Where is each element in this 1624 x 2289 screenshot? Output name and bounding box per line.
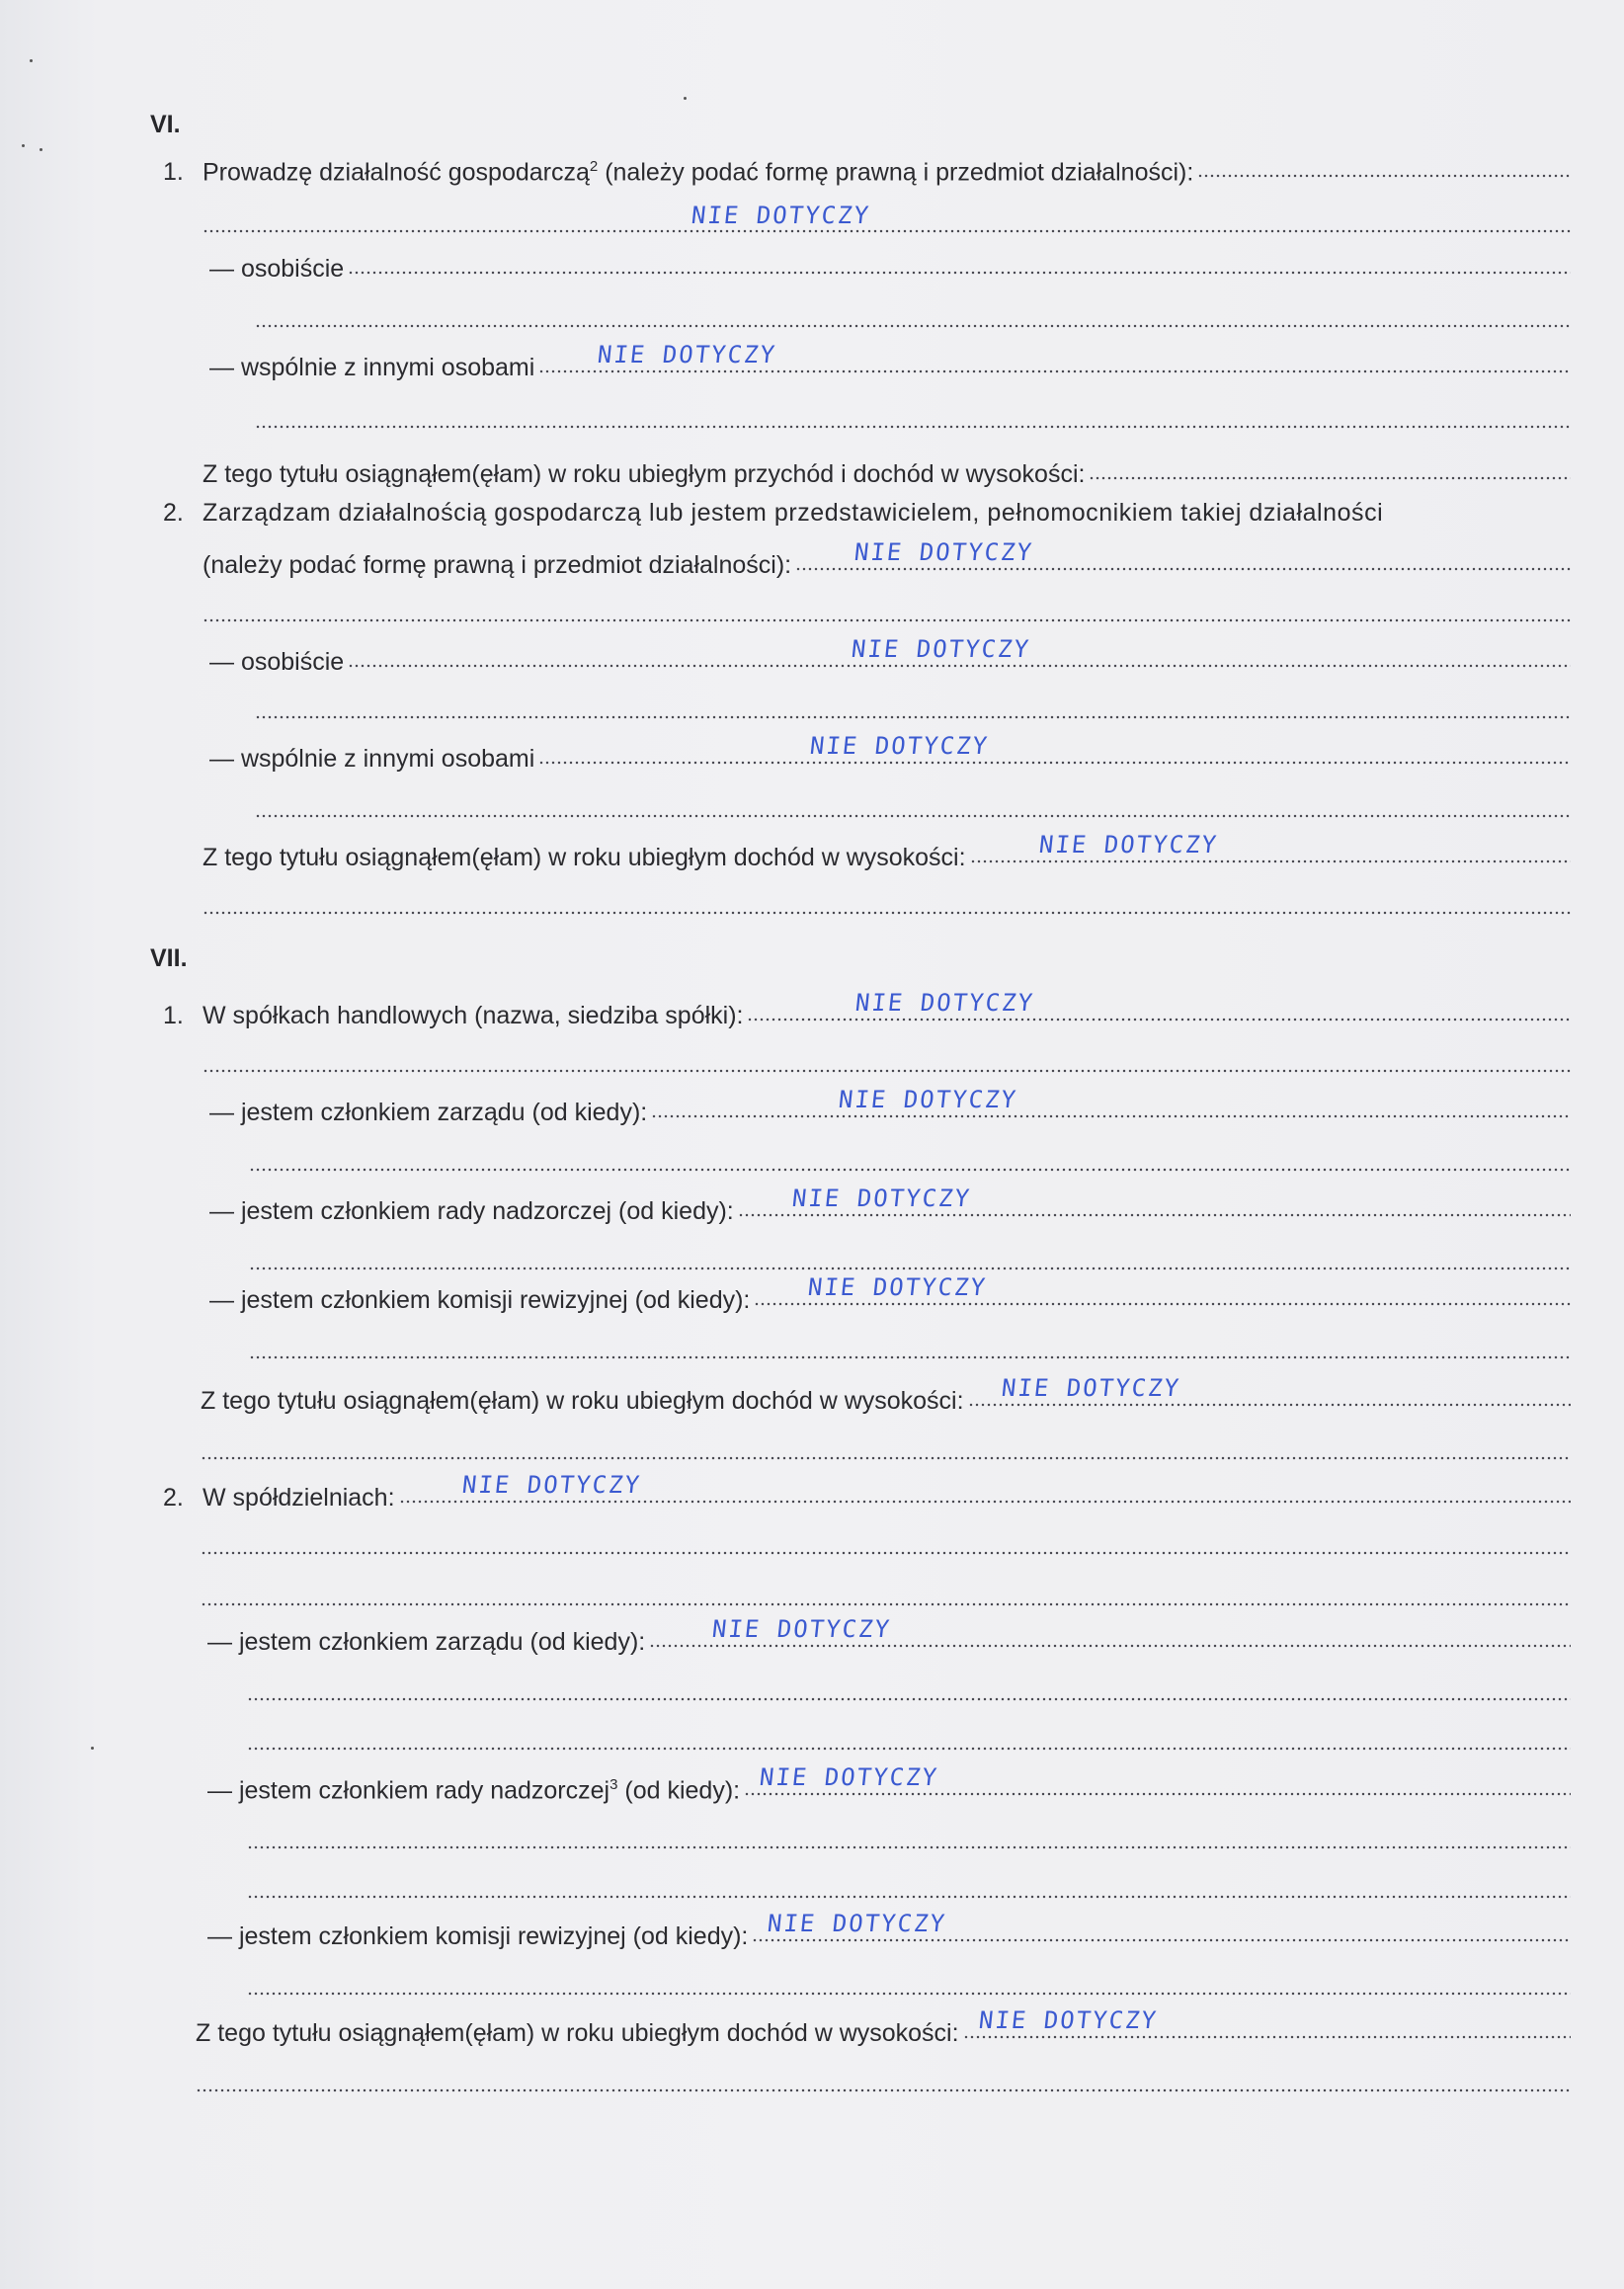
handwritten-answer: NIE DOTYCZY bbox=[806, 1273, 989, 1301]
vi-item1-wspolnie-fill-2[interactable] bbox=[255, 401, 1571, 431]
vi-item2-number: 2. bbox=[163, 499, 184, 527]
vii-item1-rada-fill[interactable] bbox=[738, 1185, 1571, 1219]
vii-item2-komisja-fill-2[interactable] bbox=[247, 1968, 1571, 1998]
vii-item1-fill[interactable] bbox=[747, 989, 1571, 1023]
vi-item2-label-line2: (należy podać formę prawną i przedmiot działalności): bbox=[203, 551, 792, 579]
vi-item2-ztego-label: Z tego tytułu osiągnąłem(ęłam) w roku ubiegłym dochód w wysokości: bbox=[203, 844, 966, 871]
scan-speck bbox=[40, 148, 42, 151]
vii-item1-komisja-fill[interactable] bbox=[754, 1273, 1571, 1308]
vi-item2-wspolnie-fill[interactable] bbox=[538, 732, 1571, 767]
vii-item1-rada-label: — jestem członkiem rady nadzorczej (od kiedy): bbox=[209, 1197, 734, 1225]
vi-item1-line bbox=[163, 150, 1571, 187]
vi-item2-fill-2[interactable] bbox=[203, 595, 1571, 624]
vii-item1-ztego-fill-2[interactable] bbox=[201, 1432, 1571, 1462]
vi-item2-line1 bbox=[163, 498, 1571, 528]
vi-item2-wspolnie-label: — wspólnie z innymi osobami bbox=[209, 745, 535, 773]
vii-item2-rada-fill[interactable] bbox=[744, 1763, 1571, 1798]
vi-item1-fill-line-2[interactable] bbox=[203, 202, 1571, 235]
vii-item2-ztego-fill[interactable] bbox=[963, 2006, 1571, 2041]
vii-item1-label: W spółkach handlowych (nazwa, siedziba spółki): bbox=[203, 1002, 744, 1029]
handwritten-answer: NIE DOTYCZY bbox=[758, 1763, 940, 1791]
vi-item1-osobiscie-fill-2[interactable] bbox=[255, 300, 1571, 330]
handwritten-answer: NIE DOTYCZY bbox=[790, 1185, 973, 1212]
vii-item2-komisja-fill[interactable] bbox=[752, 1910, 1571, 1944]
vii-item1-rada-line bbox=[209, 1185, 1571, 1226]
vii-item1-fill-2[interactable] bbox=[203, 1045, 1571, 1075]
handwritten-answer: NIE DOTYCZY bbox=[837, 1086, 1019, 1113]
handwritten-answer: NIE DOTYCZY bbox=[977, 2006, 1159, 2034]
vi-item1-wspolnie-line bbox=[209, 341, 1571, 382]
section-heading-vi: VI. bbox=[150, 111, 181, 138]
vi-item2-label-line1: Zarządzam działalnością gospodarczą lub jestem przedstawicielem, pełnomocnikiem takiej działalności bbox=[203, 499, 1384, 527]
handwritten-answer: NIE DOTYCZY bbox=[596, 341, 778, 368]
vii-item1-line bbox=[163, 989, 1571, 1030]
vi-item1-osobiscie-fill[interactable] bbox=[348, 247, 1571, 277]
vii-item1-zarzad-label: — jestem członkiem zarządu (od kiedy): bbox=[209, 1099, 648, 1126]
section-heading-vii: VII. bbox=[150, 944, 188, 972]
vi-item2-wspolnie-line bbox=[209, 732, 1571, 774]
vii-item2-fill-3[interactable] bbox=[201, 1579, 1571, 1608]
vi-item1-ztego-line bbox=[203, 452, 1571, 489]
vi-item1-fill-line[interactable] bbox=[1197, 150, 1571, 180]
handwritten-answer: NIE DOTYCZY bbox=[710, 1615, 893, 1643]
vii-item2-komisja-label: — jestem członkiem komisji rewizyjnej (od kiedy): bbox=[207, 1922, 749, 1950]
handwritten-answer: NIE DOTYCZY bbox=[808, 732, 991, 760]
vii-item2-zarzad-fill-3[interactable] bbox=[247, 1723, 1571, 1753]
vi-item1-label-text-cont: (należy podać formę prawną i przedmiot działalności): bbox=[598, 158, 1194, 186]
vi-item2-fill[interactable] bbox=[795, 538, 1571, 573]
vii-item2-line bbox=[163, 1471, 1571, 1512]
vii-item2-ztego-label: Z tego tytułu osiągnąłem(ęłam) w roku ubiegłym dochód w wysokości: bbox=[196, 2019, 959, 2047]
handwritten-answer: NIE DOTYCZY bbox=[854, 989, 1036, 1017]
vi-item2-osobiscie-label: — osobiście bbox=[209, 648, 345, 676]
vii-item2-rada-fill-2[interactable] bbox=[247, 1822, 1571, 1851]
vi-item1-label bbox=[203, 152, 1193, 187]
vii-item1-ztego-label: Z tego tytułu osiągnąłem(ęłam) w roku ubiegłym dochód w wysokości: bbox=[201, 1387, 964, 1415]
vii-item2-zarzad-fill[interactable] bbox=[649, 1615, 1571, 1650]
handwritten-answer: NIE DOTYCZY bbox=[460, 1471, 642, 1499]
footnote-ref: 3 bbox=[609, 1775, 618, 1793]
vii-item1-ztego-line bbox=[201, 1374, 1571, 1416]
scan-speck bbox=[22, 144, 25, 147]
vii-item2-fill[interactable] bbox=[399, 1471, 1571, 1506]
vii-item1-komisja-label: — jestem członkiem komisji rewizyjnej (od kiedy): bbox=[209, 1286, 751, 1314]
handwritten-answer: NIE DOTYCZY bbox=[690, 202, 872, 229]
vii-item1-zarzad-line bbox=[209, 1086, 1571, 1127]
vii-item2-rada-label-text-cont: (od kiedy): bbox=[617, 1776, 741, 1804]
vi-item1-number: 1. bbox=[163, 158, 184, 186]
vi-item1-wspolnie-fill[interactable] bbox=[538, 341, 1571, 375]
scan-speck bbox=[684, 97, 687, 100]
vii-item2-label: W spółdzielniach: bbox=[203, 1484, 395, 1512]
vii-item2-rada-fill-3[interactable] bbox=[247, 1871, 1571, 1901]
vi-item2-osobiscie-line bbox=[209, 635, 1571, 677]
vii-item2-rada-label-text: — jestem członkiem rady nadzorczej bbox=[207, 1776, 610, 1804]
scan-speck bbox=[30, 59, 33, 62]
handwritten-answer: NIE DOTYCZY bbox=[766, 1910, 948, 1937]
footnote-ref: 2 bbox=[589, 157, 599, 175]
vi-item1-ztego-label: Z tego tytułu osiągnąłem(ęłam) w roku ubiegłym przychód i dochód w wysokości: bbox=[203, 460, 1086, 488]
vii-item2-rada-line bbox=[207, 1763, 1571, 1805]
vii-item1-number: 1. bbox=[163, 1002, 184, 1029]
handwritten-answer: NIE DOTYCZY bbox=[850, 635, 1032, 663]
vi-item1-wspolnie-label: — wspólnie z innymi osobami bbox=[209, 354, 535, 381]
vii-item1-rada-fill-2[interactable] bbox=[249, 1243, 1571, 1272]
vii-item2-number: 2. bbox=[163, 1484, 184, 1512]
vii-item2-fill-2[interactable] bbox=[201, 1527, 1571, 1557]
vii-item2-komisja-line bbox=[207, 1910, 1571, 1951]
vi-item2-ztego-line bbox=[203, 831, 1571, 872]
vi-item2-osobiscie-fill[interactable] bbox=[348, 635, 1571, 670]
vi-item1-osobiscie-line bbox=[209, 247, 1571, 284]
handwritten-answer: NIE DOTYCZY bbox=[1000, 1374, 1181, 1402]
vii-item1-zarzad-fill[interactable] bbox=[651, 1086, 1571, 1120]
vi-item2-line2 bbox=[203, 538, 1571, 580]
vii-item2-zarzad-label: — jestem członkiem zarządu (od kiedy): bbox=[207, 1628, 646, 1656]
vii-item2-zarzad-line bbox=[207, 1615, 1571, 1657]
vii-item2-rada-label bbox=[207, 1770, 740, 1805]
vi-item2-osobiscie-fill-2[interactable] bbox=[255, 692, 1571, 721]
vi-item1-osobiscie-label: — osobiście bbox=[209, 255, 345, 283]
vi-item2-ztego-fill-2[interactable] bbox=[203, 887, 1571, 917]
vi-item2-ztego-fill[interactable] bbox=[970, 831, 1571, 865]
vii-item1-komisja-line bbox=[209, 1273, 1571, 1315]
vii-item1-zarzad-fill-2[interactable] bbox=[249, 1144, 1571, 1174]
vii-item2-ztego-fill-2[interactable] bbox=[196, 2065, 1571, 2094]
handwritten-answer: NIE DOTYCZY bbox=[853, 538, 1035, 566]
scan-speck bbox=[91, 1747, 94, 1750]
vii-item1-ztego-fill[interactable] bbox=[968, 1374, 1571, 1409]
vii-item2-zarzad-fill-2[interactable] bbox=[247, 1674, 1571, 1703]
vi-item2-wspolnie-fill-2[interactable] bbox=[255, 790, 1571, 820]
handwritten-answer: NIE DOTYCZY bbox=[1037, 831, 1219, 858]
vii-item1-komisja-fill-2[interactable] bbox=[249, 1332, 1571, 1361]
vi-item1-ztego-fill[interactable] bbox=[1089, 452, 1571, 482]
vii-item2-ztego-line bbox=[196, 2006, 1571, 2048]
vi-item1-label-text: Prowadzę działalność gospodarczą bbox=[203, 158, 590, 186]
